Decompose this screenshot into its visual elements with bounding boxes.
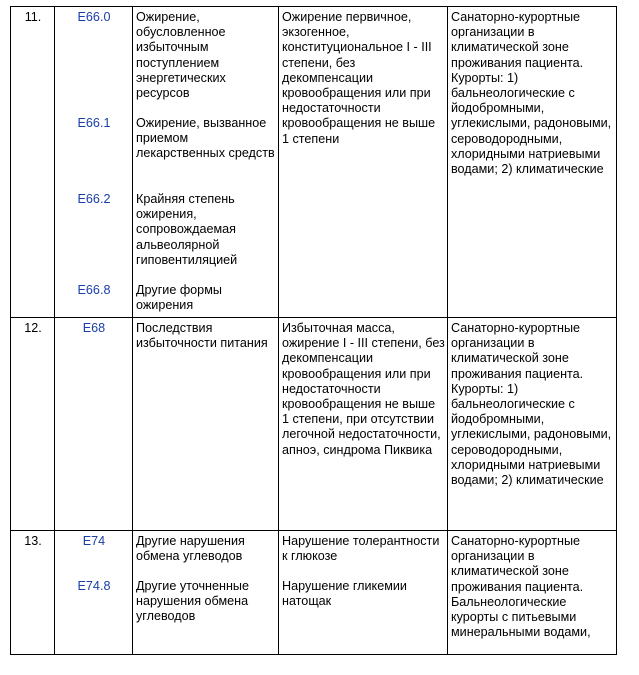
resorts-cell: Санаторно-курортные организации в климатической зоне проживания пациента. Бальнеологические курорты с питьевыми минеральными водами,	[448, 531, 617, 655]
resorts-cell: Санаторно-курортные организации в климатической зоне проживания пациента. Курорты: 1) бальнеологические с йодобромными, углекислыми, радоновыми, сероводородными, хлоридными натриевыми водами; 2) климатические	[448, 7, 617, 318]
code-cell	[55, 531, 133, 655]
condition-cell	[279, 7, 448, 318]
diagnosis-name: Другие уточненные нарушения обмена углеводов	[136, 579, 249, 624]
condition-cell	[279, 531, 448, 655]
icd-code: E66.2	[77, 192, 111, 206]
condition-cell	[279, 318, 448, 531]
icd-code: E66.0	[77, 10, 111, 24]
disease-table	[10, 6, 617, 655]
resorts-cell: Санаторно-курортные организации в климатической зоне проживания пациента. Курорты: 1) бальнеологические с йодобромными, углекислыми, радоновыми, сероводородными, хлоридными натриевыми водами; 2) климатические	[448, 318, 617, 531]
diagnosis-name: Последствия избыточности питания	[136, 321, 268, 351]
condition-text: Избыточная масса, ожирение I - III степени, без декомпенсации кровообращения или при недостаточности кровообращения не выше 1 степени, при отсутствии легочной недостаточности, апноэ, синдрома Пиквика	[282, 321, 445, 457]
condition-text: Ожирение первичное, экзогенное, конституциональное I - III степени, без декомпенсации кровообращения или при недостаточности кровообращения не выше 1 степени	[282, 10, 436, 146]
diagnosis-cell	[133, 531, 279, 655]
table-row-11	[11, 7, 617, 318]
diagnosis-name: Другие формы ожирения	[136, 283, 222, 313]
table-row-12	[11, 318, 617, 531]
row-number: 12.	[11, 318, 55, 531]
diagnosis-name: Другие нарушения обмена углеводов	[136, 534, 245, 564]
icd-code: E74.8	[77, 579, 111, 593]
diagnosis-name: Ожирение, обусловленное избыточным поступлением энергетических ресурсов	[136, 10, 226, 101]
condition-text: Нарушение толерантности к глюкозе	[282, 534, 440, 564]
code-cell	[55, 7, 133, 318]
condition-text: Нарушение гликемии натощак	[282, 579, 407, 609]
code-cell	[55, 318, 133, 531]
diagnosis-name: Крайняя степень ожирения, сопровождаемая альвеолярной гиповентиляцией	[136, 192, 238, 267]
diagnosis-cell	[133, 7, 279, 318]
diagnosis-name: Ожирение, вызванное приемом лекарственных средств	[136, 116, 275, 161]
icd-code: E66.1	[77, 116, 111, 130]
row-number: 11.	[11, 7, 55, 318]
table-row-13	[11, 531, 617, 655]
icd-code: E66.8	[77, 283, 111, 297]
row-number: 13.	[11, 531, 55, 655]
icd-code: E74	[82, 534, 106, 548]
icd-code: E68	[82, 321, 106, 335]
diagnosis-cell	[133, 318, 279, 531]
